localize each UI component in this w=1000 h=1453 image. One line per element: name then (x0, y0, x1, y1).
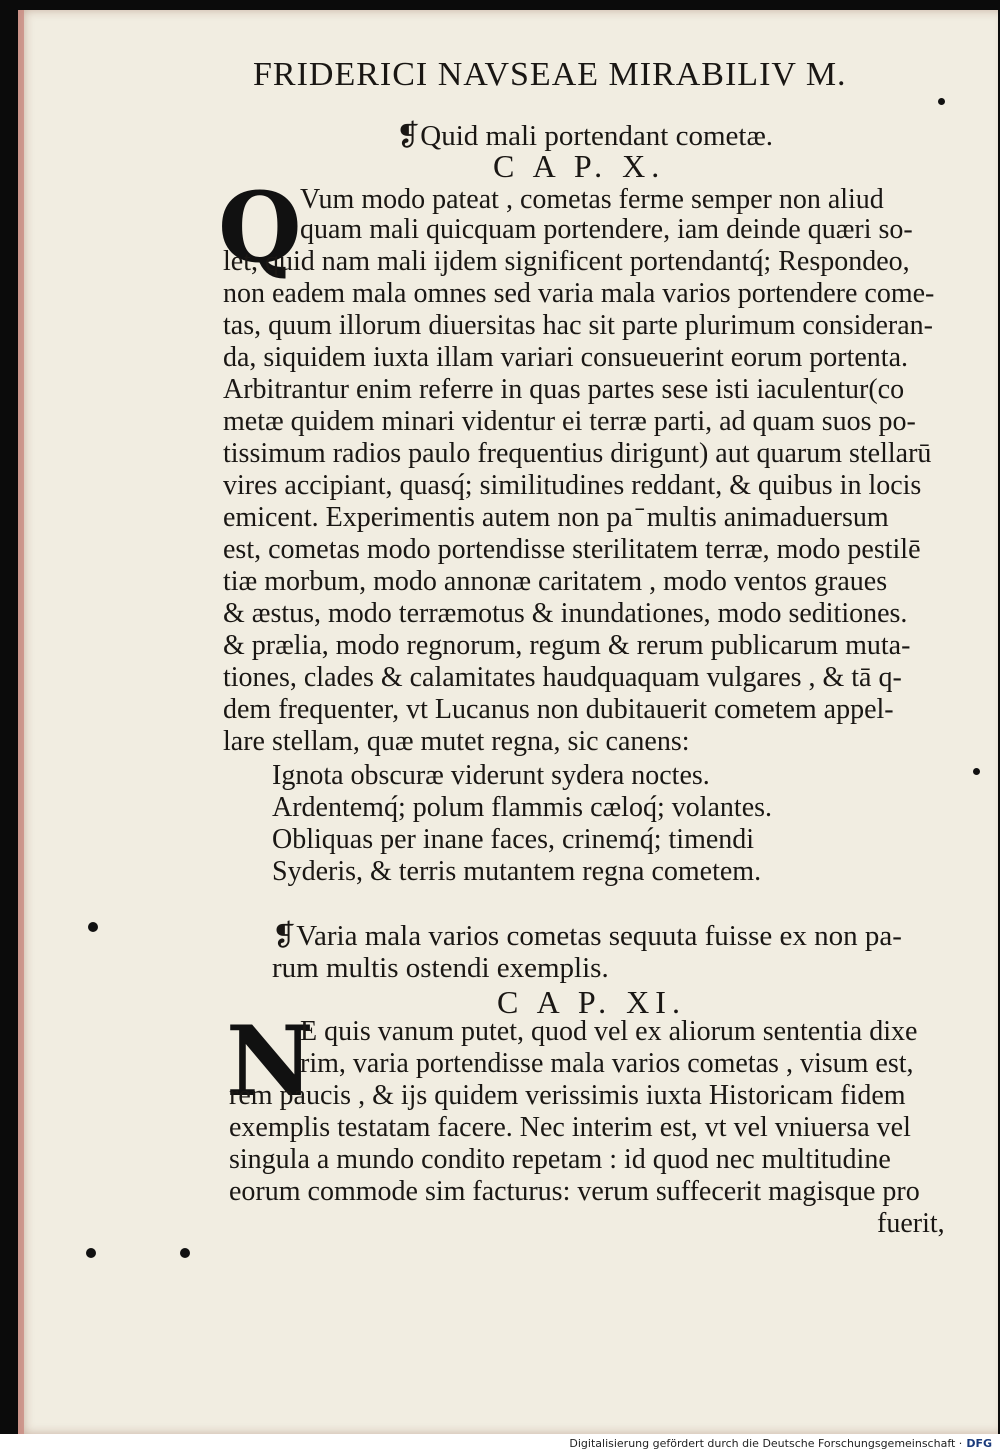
verse-line: Ardentemq́; polum flammis cæloq́; volantes. (272, 792, 773, 823)
running-head: FRIDERICI NAVSEAE MIRABILIV M. (253, 56, 847, 93)
text-line: & prælia, modo regnorum, regum & rerum publicarum muta- (223, 630, 911, 661)
text-line: rem paucis , & ijs quidem verissimis iuxta Historicam fidem (229, 1080, 906, 1111)
text-line: tiones, clades & calamitates haudquaquam vulgares , & tā q- (223, 662, 902, 693)
text-line: Arbitrantur enim referre in quas partes sese isti iaculentur(co (223, 374, 905, 405)
drop-initial-n: N (226, 1005, 314, 1118)
text-line: metæ quidem minari videntur ei terræ parti, ad quam suos po- (223, 406, 916, 437)
text-line: E quis vanum putet, quod vel ex aliorum sententia dixe (300, 1016, 918, 1047)
verse-line: Syderis, & terris mutantem regna cometem. (272, 856, 762, 887)
chapter-x-heading: ❡Quid mali portendant cometæ. (396, 120, 774, 152)
chapter-xi-heading-line1: ❡Varia mala varios cometas sequuta fuisse ex non pa- (272, 920, 902, 952)
text-line: rim, varia portendisse mala varios cometas , visum est, (300, 1048, 914, 1079)
text-line: Vum modo pateat , cometas ferme semper non aliud (300, 184, 884, 215)
text-line: dem frequenter, vt Lucanus non dubitauerit cometem appel- (223, 694, 894, 725)
chapter-x-cap: C A P. X. (493, 148, 666, 184)
text-line: est, cometas modo portendisse sterilitatem terræ, modo pestilē (223, 534, 921, 565)
chapter-xi-cap: C A P. XI. (497, 984, 686, 1020)
page-edge-shadow (18, 10, 24, 1434)
text-line: singula a mundo condito repetam : id quod nec multitudine (229, 1144, 891, 1175)
text-line: fuerit, (877, 1208, 945, 1239)
text-line: tiæ morbum, modo annonæ caritatem , modo ventos graues (223, 566, 888, 597)
margin-hole-mark (86, 1248, 96, 1258)
footer-text: Digitalisierung gefördert durch die Deutsche Forschungsgemeinschaft · (569, 1437, 963, 1450)
text-line: quam mali quicquam portendere, iam deinde quæri so- (300, 214, 913, 245)
margin-hole-mark (180, 1248, 190, 1258)
text-line: & æstus, modo terræmotus & inundationes, modo seditiones. (223, 598, 908, 629)
text-line: let, quid nam mali ijdem significent portendantq́; Respondeo, (223, 246, 910, 277)
verse-line: Obliquas per inane faces, crinemq́; timendi (272, 824, 755, 855)
digitization-footer (569, 1437, 992, 1450)
text-line: exemplis testatam facere. Nec interim est, vt vel vniuersa vel (229, 1112, 911, 1143)
margin-hole-mark (88, 922, 98, 932)
margin-hole-mark (938, 98, 945, 105)
text-line: tissimum radios paulo frequentius dirigunt) aut quarum stellarū (223, 438, 932, 469)
drop-initial-q: Q (218, 171, 302, 284)
text-line: vires accipiant, quasq́; similitudines reddant, & quibus in locis (223, 470, 922, 501)
text-line: lare stellam, quæ mutet regna, sic canens: (223, 726, 690, 757)
text-line: eorum commode sim facturus: verum suffecerit magisque pro (229, 1176, 920, 1207)
text-line: emicent. Experimentis autem non pa ̄ multis animaduersum (223, 502, 889, 533)
text-line: da, siquidem iuxta illam variari consueuerint eorum portenta. (223, 342, 909, 373)
margin-hole-mark (973, 768, 980, 775)
chapter-xi-heading-line2: rum multis ostendi exemplis. (272, 952, 609, 984)
verse-line: Ignota obscuræ viderunt sydera noctes. (272, 760, 710, 791)
text-line: non eadem mala omnes sed varia mala varios portendere come- (223, 278, 935, 309)
text-line: tas, quum illorum diuersitas hac sit parte plurimum consideran- (223, 310, 933, 341)
dfg-logo: DFG (966, 1437, 992, 1450)
